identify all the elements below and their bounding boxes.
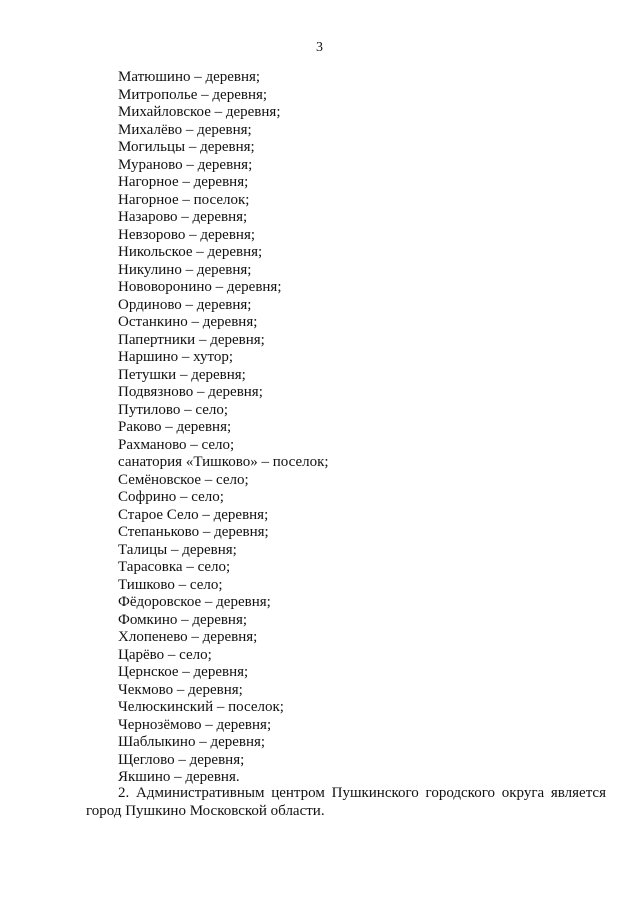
list-item: Петушки – деревня; xyxy=(118,366,246,383)
list-item: Подвязново – деревня; xyxy=(118,384,263,400)
list-item: Щеглово – деревня; xyxy=(118,751,245,768)
list-item: Папертники – деревня; xyxy=(118,331,265,348)
list-item: Михайловское – деревня; xyxy=(118,104,281,120)
list-item: Хлопенево – деревня; xyxy=(118,629,258,645)
list-item: Софрино – село; xyxy=(118,489,224,505)
list-item: Невзорово – деревня; xyxy=(118,226,256,243)
list-item: Раково – деревня; xyxy=(118,419,232,435)
list-item: Челюскинский – поселок; xyxy=(118,699,284,715)
list-item: Никольское – деревня; xyxy=(118,244,263,260)
list-item: Нагорное – поселок; xyxy=(118,191,250,208)
list-item: санатория «Тишково» – поселок; xyxy=(118,454,329,470)
list-item: Цернское – деревня; xyxy=(118,664,249,680)
list-item: Тарасовка – село; xyxy=(118,559,231,575)
list-item: Останкино – деревня; xyxy=(118,314,258,330)
list-item: Фёдоровское – деревня; xyxy=(118,594,271,610)
list-item: Семёновское – село; xyxy=(118,471,249,488)
list-item: Путилово – село; xyxy=(118,401,229,418)
list-item: Талицы – деревня; xyxy=(118,541,237,558)
page-number: 3 xyxy=(316,40,323,55)
paragraph-2: 2. Административным центром Пушкинского городского округа является город Пушкино Московской области. xyxy=(86,785,606,819)
list-item: Митрополье – деревня; xyxy=(118,86,268,103)
list-item: Рахманово – село; xyxy=(118,436,235,453)
list-item: Шаблыкино – деревня; xyxy=(118,734,266,750)
list-item: Старое Село – деревня; xyxy=(118,506,269,523)
list-item: Ординово – деревня; xyxy=(118,296,252,313)
list-item: Михалёво – деревня; xyxy=(118,121,252,138)
list-item: Матюшино – деревня; xyxy=(118,69,261,85)
list-item: Фомкино – деревня; xyxy=(118,611,248,628)
list-item: Нагорное – деревня; xyxy=(118,174,249,190)
list-item: Назарово – деревня; xyxy=(118,209,248,225)
list-item: Чекмово – деревня; xyxy=(118,681,243,698)
list-item: Якшино – деревня. xyxy=(118,769,240,785)
list-item: Могильцы – деревня; xyxy=(118,139,255,155)
list-item: Наршино – хутор; xyxy=(118,349,234,365)
list-item: Степаньково – деревня; xyxy=(118,524,269,540)
list-item: Чернозёмово – деревня; xyxy=(118,716,272,733)
list-item: Нововоронино – деревня; xyxy=(118,279,282,295)
settlement-list xyxy=(118,69,329,787)
list-item: Никулино – деревня; xyxy=(118,261,252,278)
list-item: Царёво – село; xyxy=(118,646,212,663)
list-item: Тишково – село; xyxy=(118,576,223,593)
list-item: Мураново – деревня; xyxy=(118,156,253,173)
